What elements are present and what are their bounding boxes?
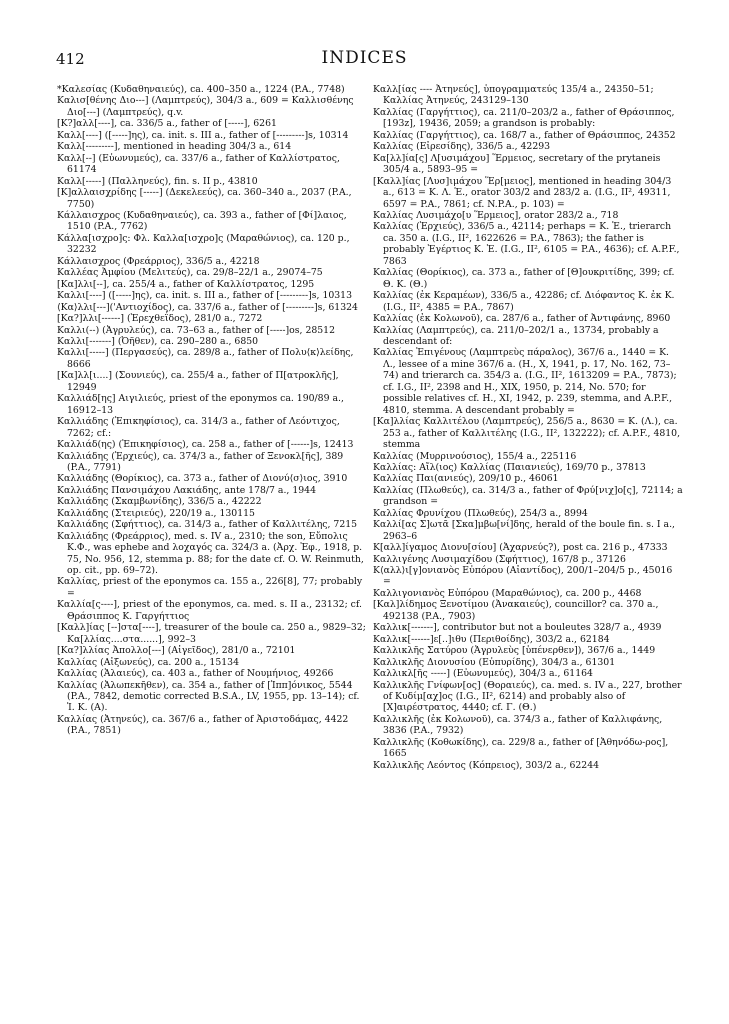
index-entry: Καλλίας, priest of the eponymos ca. 155 a., 226[8], 77; probably =: [57, 576, 363, 599]
index-entry: Κάλλαισχρος (Κυδαθηναιεύς), ca. 393 a., father of [Φί]λαιος, 1510 (P.A., 7762): [57, 209, 347, 233]
left-column: [57, 84, 367, 737]
index-entry: Καλλιάδης (Ἐρχιεύς), ca. 374/3 a., father of Ξενοκλ[ῆς], 389 (P.A., 7791): [57, 450, 344, 473]
index-entry: Κ[αλλ]ίγαμος Διονυ[σίου] (Ἀχαρνεύς?), post ca. 216 p., 47333: [373, 542, 668, 554]
index-entry: Καλλί[ας Σ]ωτᾶ [Σκα]μβω[νί]δης, herald of the boule fin. s. I a., 2963–6: [373, 519, 675, 542]
index-entry: Καλλίας (Ἀλωπεκῆθεν), ca. 354 a., father of [Ἱππ]όνικος, 5544 (P.A., 7842, demotic corrected B.S.A., LV, 1955, pp. 13–14); cf. Ἱ. Κ. (Α).: [57, 679, 360, 714]
index-entry: Καλλίας (Γαργήττιος), ca. 168/7 a., father of Θράσιππος, 24352: [373, 129, 676, 141]
index-entry: Καλλίας (Γαργήττιος), ca. 211/0–203/2 a., father of Θράσιππος, [193z], 19436, 2059; a grandson is probably:: [373, 106, 675, 130]
index-entry: Κ⟨αλλ⟩ι[γ]ονιανὸς Εὐπόρου (Αἰαντίδος), 200/1–204/5 p., 45016 =: [373, 565, 673, 588]
page-title: INDICES: [321, 48, 408, 68]
index-entry: [Κ?]αλλ[----], ca. 336/5 a., father of [-----], 6261: [57, 118, 277, 130]
index-entry: Καλλιγονιανὸς Εὐπόρου (Μαραθώνιος), ca. 200 p., 4468: [373, 587, 642, 599]
index-entry: Καλλικλῆς Γνίφων[ος] (Θοραιεύς), ca. med. s. IV a., 227, brother of Κυδίμ[αχ]ος (I.G., II², 6214) and probably also of [Χ]αιρέστρατος, 4440; cf. Γ. (Θ.): [373, 679, 682, 714]
index-entry: Καλλιάδης (Φρεάρριος), med. s. IV a., 2310; the son, Εὔπολις Κ.Φ., was ephebe and λοχαγός ca. 324/3 a. (Ἀρχ. Ἐφ., 1918, p. 75, No. 956, 12, stemma p. 88; for the date cf. O. W. Reinmuth, op. cit., pp. 69–72).: [57, 530, 364, 577]
index-entry: Καλλι[-----] (Περγασεύς), ca. 289/8 a., father of Πολυ⟨κ⟩λείδης, 8666: [57, 347, 354, 370]
index-entry: Καλλίας Λυσιμάχο[υ Ἕρμειος], orator 283/2 a., 718: [373, 209, 619, 221]
index-entry: Καλλίας (Ἐρχιεύς), 336/5 a., 42114; perhaps = Κ. Ἑ., trierarch ca. 350 a. (I.G., II², 1622626 = P.A., 7863); the father is probably Ἐγέρτιος Κ. Ἑ. (I.G., II², 6105 = P.A., 4636); cf. A.P.F., 7863: [373, 221, 680, 267]
index-entry: [Καλλ]ίας [Λυσ]ιμάχου Ἕρ[μειος], mentioned in heading 304/3 a., 613 = Κ. Λ. Ἑ., orator 303/2 and 283/2 a. (I.G., II², 49311, 6597 = P.A., 7861; cf. N.P.A., p. 103) =: [373, 175, 672, 210]
index-entry: Καλλέας Ἀμφίου (Μελιτεύς), ca. 29/8–22/1 a., 29074–75: [57, 267, 323, 279]
index-entry: Καλλίας (Ἀτηνεύς), ca. 367/6 a., father of Ἀριστοδάμας, 4422 (P.A., 7851): [57, 713, 349, 737]
index-entry: Καλλίας (Λαμπτρεύς), ca. 211/0–202/1 a., 13734, probably a descendant of:: [373, 324, 659, 347]
index-entry: [Κα]λλίας Καλλιτέλου (Λαμπτρεύς), 256/5 a., 8630 = Κ. (Λ.), ca. 253 a., father of Καλλιτέλης (I.G., II², 132222); cf. A.P.F., 4810, stemma: [373, 416, 681, 451]
index-entry: ⟨Κα⟩λλι[---]('Αντιοχίδος), ca. 337/6 a., father of [---------]s, 61324: [57, 301, 358, 313]
index-entry: Καλλι[-------] (Ὀῆθεν), ca. 290–280 a., 6850: [57, 335, 259, 347]
index-entry: Καλλιάδης (Σκαμβωνίδης), 336/5 a., 42222: [57, 496, 262, 508]
index-entry: Καλλικλῆς (ἐκ Κολωνοῦ), ca. 374/3 a., father of Καλλιφάνης, 3836 (P.A., 7932): [373, 713, 663, 737]
index-entry: Καλλ[---------], mentioned in heading 304/3 a., 614: [57, 141, 292, 153]
index-entry: Καλλιάδης (Σφήττιος), ca. 314/3 a., father of Καλλιτέλης, 7215: [57, 519, 358, 531]
index-entry: Καλλιάδ[ης] Αιγιλιεύς, priest of the eponymos ca. 190/89 a., 16912–13: [57, 393, 344, 416]
index-entry: Καλλικλῆς Σατύρου (Ἀγρυλεὺς [ὑπένερθεν]), 367/6 a., 1449: [373, 645, 656, 657]
index-entry: Καλλίας (Μυρρινούσιος), 155/4 a., 225116: [373, 450, 577, 462]
index-entry: Καλλιάδης (Στειριεύς), 220/19 a., 130115: [57, 507, 255, 519]
index-entry: Κάλλαισχρος (Φρεάρριος), 336/5 a., 42218: [57, 255, 260, 267]
index-entry: Καλλιάδης (Ἐπικηφίσιος), ca. 314/3 a., father of Λεόντιχος, 7262; cf.:: [57, 416, 340, 439]
index-entry: [Καλλ]ίας [--]στα[----], treasurer of the boule ca. 250 a., 9829–32; Κα[λλίας....στα......], 992–3: [57, 622, 366, 645]
index-entry: Καλλιγένης Λυσιμαχίδου (Σφήττιος), 167/8 p., 37126: [373, 553, 626, 565]
right-column: [373, 84, 683, 771]
index-entry: Καλλίας Φρυνίχου (Πλωθεύς), 254/3 a., 8994: [373, 507, 588, 519]
index-entry: Καλλίας (ἐκ Κολωνοῦ), ca. 287/6 a., father of Ἀντιφάνης, 8960: [373, 313, 671, 325]
index-entry: [Κα]λλ[ι....] (Σουνιεύς), ca. 255/4 a., father of Π[ατροκλῆς], 12949: [57, 370, 339, 393]
index-entry: Καλλι(--) (Ἀγρυλεύς), ca. 73–63 a., father of [-----]os, 28512: [57, 324, 336, 336]
index-entry: Καλλίας (Πλωθεύς), ca. 314/3 a., father of Φρύ[νιχ]ο[ς], 72114; a grandson =: [373, 484, 683, 508]
index-entry: Καλλιάδης (Θορίκιος), ca. 373 a., father of Διονύ⟨σ⟩ιος, 3910: [57, 473, 348, 485]
index-entry: [Κ]αλλαισχρίδης [-----] (Δεκελεεύς), ca. 360–340 a., 2037 (P.A., 7750): [57, 187, 352, 210]
index-entry: Κα[λλ]ία[ς] Λ[υσιμάχου] Ἕρμειος, secretary of the prytaneis 305/4 a., 5893–95 =: [373, 152, 661, 176]
index-entry: Καλλ[ίας ---- Ἀτηνεύς], ὑπογραμματεύς 135/4 a., 24350–51; Καλλίας Ἀτηνεύς, 243129–130: [373, 84, 654, 107]
index-entry: Καλλ[--] (Εὐωνυμεύς), ca. 337/6 a., father of Καλλίστρατος, 61174: [57, 152, 340, 176]
index-entry: Καλλ[----] ([-----]ης), ca. init. s. III a., father of [---------]s, 10314: [57, 129, 349, 141]
index-entry: Καλλικλῆς Λεόντος (Κόπρειος), 303/2 a., 62244: [373, 759, 600, 771]
index-entry: Καλλίας Ἐπιγένους (Λαμπτρεὺς πάραλος), 367/6 a., 1440 = Κ. Λ., lessee of a mine 367/6 a. (H., X, 1941, p. 17, No. 162, 73–74) and trierarch ca. 354/3 a. (I.G., II², 1613209 = P.A., 7873); cf. I.G., II², 2398 and H., XIX, 1950, p. 214, No. 570; for possible relatives cf. H., XI, 1942, p. 239, stemma, and A.P.F., 4810, stemma. A descendant probably =: [373, 347, 677, 416]
index-entry: [Κα?]λλι[------] (Ἐρεχθεΐδος), 281/0 a., 7272: [57, 313, 263, 325]
index-entry: Καλλικ[-------], contributor but not a bouleutes 328/7 a., 4939: [373, 622, 662, 634]
index-entry: Καλλικλῆς (Κοθωκίδης), ca. 229/8 a., father of [Ἀθηνόδω-ρος], 1665: [373, 736, 669, 760]
index-entry: Καλλίας Παι(ανιεύς), 209/10 p., 46061: [373, 473, 559, 485]
index-entry: Καλλίας (Θορίκιος), ca. 373 a., father of [Θ]ουκριτίδης, 399; cf. Θ. Κ. (Θ.): [373, 267, 675, 290]
index-entry: Καλλικ[------]ε[..]ιθυ (Περιθοίδης), 303/2 a., 62184: [373, 633, 610, 645]
index-entry: Καλλ[-----] (Παλληνεύς), fin. s. II p., 43810: [57, 175, 258, 187]
index-entry: Καλλικλῆς Διονυσίου (Εὐπυρίδης), 304/3 a., 61301: [373, 656, 616, 668]
index-entry: Καλλίας (Αἰξωνεύς), ca. 200 a., 15134: [57, 656, 239, 668]
index-entry: [Κα]λλι[--], ca. 255/4 a., father of Καλλίστρατος, 1295: [57, 278, 315, 290]
index-entry: Κάλλα[ισχρο]ς: Φλ. Καλλα[ισχρο]ς (Μαραθώνιος), ca. 120 p., 32232: [57, 232, 350, 256]
index-entry: [Καλ]λίδημος Ξενοτίμου (Ἀνακαιεύς), councillor? ca. 370 a., 492138 (P.A., 7903): [373, 599, 659, 622]
index-entry: Καλλίας: Αἴλ(ιος) Καλλίας (Παιανιεύς), 169/70 p., 37813: [373, 461, 646, 473]
index-entry: Καλλικλ[ῆς -----] (Εὐωνυμεύς), 304/3 a., 61164: [373, 668, 593, 680]
index-entry: Καλλι[----] ([-----]ης), ca. init. s. III a., father of [---------]s, 10313: [57, 290, 353, 302]
index-entry: Καλλίας (ἐκ Κεραμέων), 336/5 a., 42286; cf. Διόφαντος Κ. ἐκ Κ. (I.G., II², 4385 = P.A., 7867): [373, 290, 675, 313]
index-entry: *Καλεσίας (Κυδαθηναιεύς), ca. 400–350 a., 1224 (P.A., 7748): [57, 84, 345, 95]
index-entry: Καλλιάδης Πανσιμάχου Λακιάδης, ante 178/7 a., 1944: [57, 484, 316, 496]
index-entry: Καλλίας (Εἰρεσίδης), 336/5 a., 42293: [373, 141, 551, 153]
page-number: 412: [56, 50, 85, 68]
index-entry: [Κα?]λλίας Ἀπολλο[---] (Αἰγεῖδος), 281/0 a., 72101: [57, 645, 296, 657]
index-entry: Καλλίας (Ἁλαιεύς), ca. 403 a., father of Νουμήνιος, 49266: [57, 668, 334, 680]
index-entry: Καλισ[θένης Διο---] (Λαμπτρεύς), 304/3 a., 609 = Καλλισθένης Διο[---] (Λαμπτρεύς), q.v.: [57, 95, 354, 118]
index-entry: Καλλία[ς----], priest of the eponymos, ca. med. s. II a., 23132; cf. Θράσιππος Κ. Γαργήττιος: [57, 599, 362, 622]
index-entry: Καλλιάδ(ης) (Ἐπικηφίσιος), ca. 258 a., father of [------]s, 12413: [57, 439, 354, 451]
